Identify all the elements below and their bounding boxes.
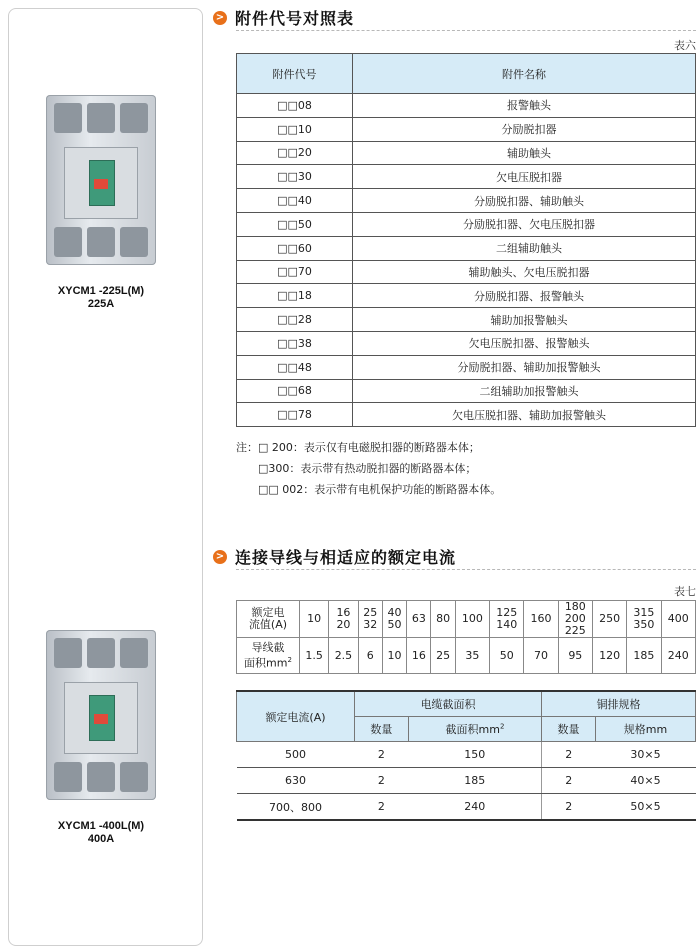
current-cell: 630 — [237, 768, 355, 794]
area-cell: 10 — [382, 638, 406, 674]
column-header: 额定电流(A) — [237, 691, 355, 742]
area-cell: 70 — [524, 638, 558, 674]
table-row — [237, 768, 696, 794]
chevron-right-icon: > — [213, 11, 227, 25]
current-cell: 250 — [592, 601, 626, 638]
name-cell: 报警触头 — [353, 94, 696, 118]
area-cell: 25 — [431, 638, 455, 674]
product-225 — [46, 95, 156, 311]
table-row — [237, 742, 696, 768]
accessory-code-table — [236, 53, 696, 427]
column-header: 规格mm — [595, 717, 695, 742]
column-header: 附件名称 — [353, 54, 696, 94]
name-cell: 二组辅助加报警触头 — [353, 379, 696, 403]
code-cell: □□38 — [237, 331, 353, 355]
area-cell: 50 — [490, 638, 524, 674]
code-cell: □□48 — [237, 355, 353, 379]
current-cell: 10 — [300, 601, 329, 638]
qty-cell: 2 — [542, 794, 596, 821]
note: □300：表示带有热动脱扣器的断路器本体； — [258, 462, 477, 475]
code-cell: □□78 — [237, 403, 353, 427]
name-cell: 分励脱扣器、报警触头 — [353, 284, 696, 308]
name-cell: 分励脱扣器、辅助触头 — [353, 189, 696, 213]
spec-cell: 30×5 — [595, 742, 695, 768]
current-cell: 100 — [455, 601, 489, 638]
product-model: XYCM1 -225L(M) — [57, 285, 145, 297]
notes — [236, 437, 501, 500]
area-cell: 1.5 — [300, 638, 329, 674]
area-cell: 240 — [408, 794, 541, 821]
code-cell: □□70 — [237, 260, 353, 284]
row-label: 额定电 流值(A) — [237, 601, 300, 638]
table-row — [237, 308, 696, 332]
busbar-table — [236, 690, 696, 821]
table-row — [237, 236, 696, 260]
breaker-image — [46, 95, 156, 265]
area-cell: 185 — [627, 638, 661, 674]
name-cell: 欠电压脱扣器、辅助加报警触头 — [353, 403, 696, 427]
name-cell: 辅助触头 — [353, 141, 696, 165]
section-header — [213, 6, 354, 29]
product-rating: 400A — [87, 833, 115, 845]
code-cell: □□28 — [237, 308, 353, 332]
table-row — [237, 331, 696, 355]
table-number: 表六 — [674, 39, 696, 52]
table-row — [237, 794, 696, 821]
product-model: XYCM1 -400L(M) — [57, 820, 145, 832]
name-cell: 分励脱扣器、欠电压脱扣器 — [353, 212, 696, 236]
spec-cell: 40×5 — [595, 768, 695, 794]
chevron-right-icon: > — [213, 550, 227, 564]
spec-cell: 50×5 — [595, 794, 695, 821]
current-cell: 700、800 — [237, 794, 355, 821]
code-cell: □□10 — [237, 117, 353, 141]
section-title: 附件代号对照表 — [235, 9, 355, 28]
qty-cell: 2 — [355, 742, 409, 768]
area-cell: 240 — [661, 638, 695, 674]
table-row — [237, 260, 696, 284]
code-cell: □□18 — [237, 284, 353, 308]
qty-cell: 2 — [542, 742, 596, 768]
area-cell: 16 — [407, 638, 431, 674]
qty-cell: 2 — [542, 768, 596, 794]
name-cell: 分励脱扣器、辅助加报警触头 — [353, 355, 696, 379]
name-cell: 二组辅助触头 — [353, 236, 696, 260]
table-row — [237, 403, 696, 427]
note: □□ 002：表示带有电机保护功能的断路器本体。 — [258, 483, 502, 496]
name-cell: 欠电压脱扣器 — [353, 165, 696, 189]
current-cell: 125 140 — [490, 601, 524, 638]
table-row — [237, 355, 696, 379]
current-cell: 80 — [431, 601, 455, 638]
area-cell: 95 — [558, 638, 592, 674]
code-cell: □□50 — [237, 212, 353, 236]
table-number: 表七 — [674, 585, 696, 598]
name-cell: 欠电压脱扣器、报警触头 — [353, 331, 696, 355]
section-title: 连接导线与相适应的额定电流 — [235, 548, 457, 567]
column-header: 截面积$mm^2$ — [408, 717, 541, 742]
code-cell: □□30 — [237, 165, 353, 189]
current-cell: 16 20 — [329, 601, 358, 638]
table-row — [237, 379, 696, 403]
code-cell: □□08 — [237, 94, 353, 118]
table-row — [237, 189, 696, 213]
column-group-header: 电缆截面积 — [355, 691, 542, 717]
area-cell: 120 — [592, 638, 626, 674]
column-header: 附件代号 — [237, 54, 353, 94]
section-header — [213, 545, 456, 568]
divider — [236, 569, 696, 570]
table-row — [237, 212, 696, 236]
area-cell: 185 — [408, 768, 541, 794]
breaker-image — [46, 630, 156, 800]
table-row — [237, 165, 696, 189]
qty-cell: 2 — [355, 768, 409, 794]
product-rating: 225A — [87, 298, 115, 310]
name-cell: 辅助触头、欠电压脱扣器 — [353, 260, 696, 284]
table-row — [237, 94, 696, 118]
code-cell: □□68 — [237, 379, 353, 403]
area-cell: 150 — [408, 742, 541, 768]
current-cell: 40 50 — [382, 601, 406, 638]
table-row — [237, 117, 696, 141]
column-group-header: 铜排规格 — [542, 691, 696, 717]
code-cell: □□40 — [237, 189, 353, 213]
row-label: 导线截 面积$mm^2$ — [237, 638, 300, 674]
column-header: 数量 — [542, 717, 596, 742]
product-400 — [46, 630, 156, 846]
column-header: 数量 — [355, 717, 409, 742]
code-cell: □□20 — [237, 141, 353, 165]
qty-cell: 2 — [355, 794, 409, 821]
table-row — [237, 141, 696, 165]
current-cell: 500 — [237, 742, 355, 768]
wire-current-table — [236, 600, 696, 674]
name-cell: 辅助加报警触头 — [353, 308, 696, 332]
current-cell: 160 — [524, 601, 558, 638]
name-cell: 分励脱扣器 — [353, 117, 696, 141]
area-cell: 2.5 — [329, 638, 358, 674]
area-cell: 35 — [455, 638, 489, 674]
current-cell: 63 — [407, 601, 431, 638]
table-row — [237, 284, 696, 308]
current-cell: 400 — [661, 601, 695, 638]
area-cell: 6 — [358, 638, 382, 674]
current-cell: 180 200 225 — [558, 601, 592, 638]
divider — [236, 30, 696, 31]
code-cell: □□60 — [237, 236, 353, 260]
current-cell: 315 350 — [627, 601, 661, 638]
current-cell: 25 32 — [358, 601, 382, 638]
note: 注：□ 200：表示仅有电磁脱扣器的断路器本体； — [236, 441, 480, 454]
